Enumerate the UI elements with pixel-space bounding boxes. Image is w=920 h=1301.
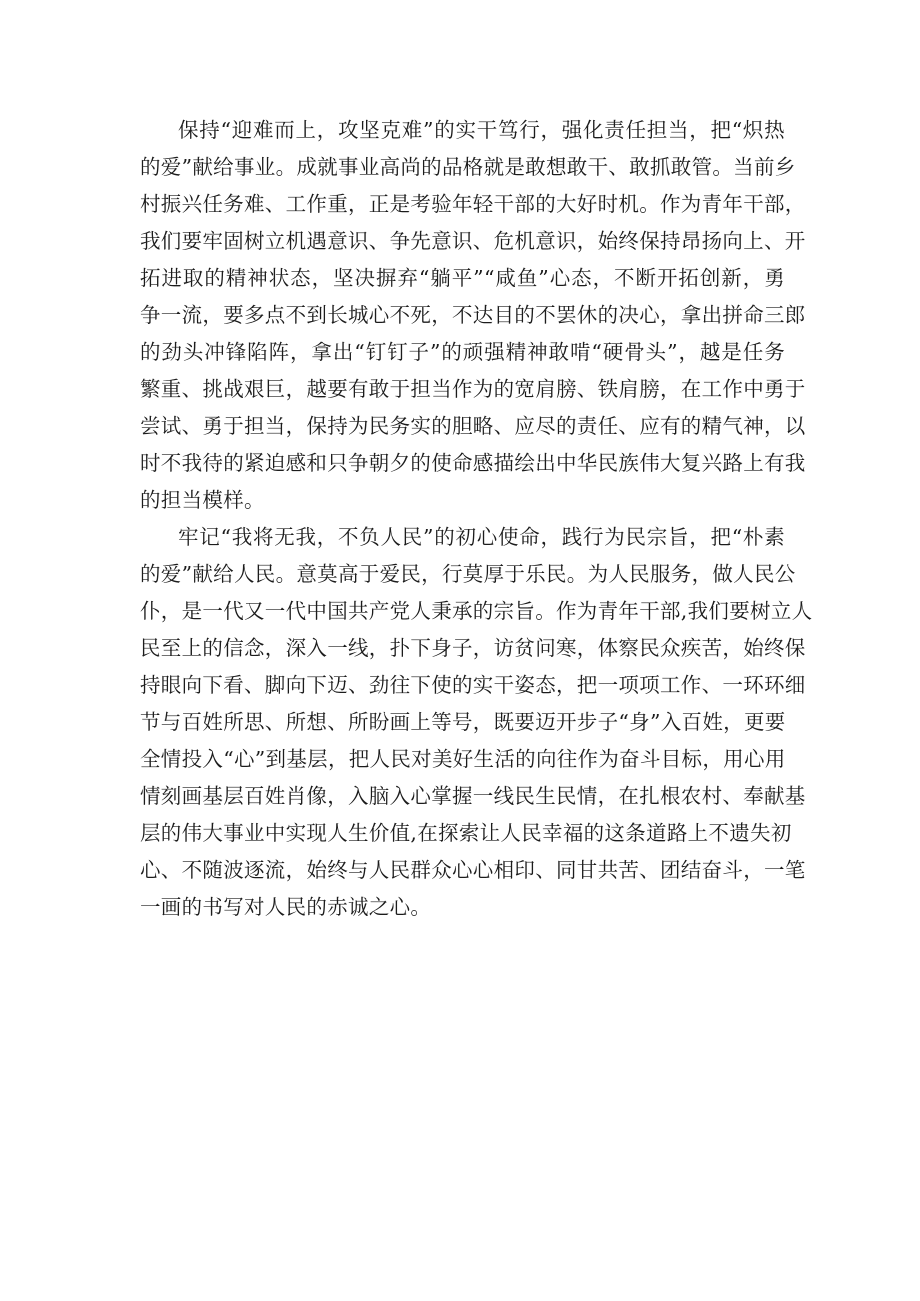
paragraph-2-line: 民至上的信念，深入一线，扑下身子，访贫问寒，体察民众疾苦，始终保 [140, 636, 806, 660]
paragraph-2-line: 心、不随波逐流，始终与人民群众心心相印、同甘共苦、团结奋斗，一笔 [140, 858, 806, 882]
paragraph-1-line: 的爱”献给事业。成就事业高尚的品格就是敢想敢干、敢抓敢管。当前乡 [140, 155, 796, 179]
paragraph-2-line: 持眼向下看、脚向下迈、劲往下使的实干姿态，把一项项工作、一环环细 [140, 673, 806, 697]
paragraph-2-line: 节与百姓所思、所想、所盼画上等号，既要迈开步子“身”入百姓，更要 [140, 710, 786, 734]
paragraph-2-line: 层的伟大事业中实现人生价值,在探索让人民幸福的这条道路上不遗失初 [140, 821, 792, 845]
paragraph-2-line: 情刻画基层百姓肖像，入脑入心掌握一线民生民情，在扎根农村、奉献基 [140, 784, 806, 808]
paragraph-1-line: 繁重、挑战艰巨，越要有敢于担当作为的宽肩膀、铁肩膀，在工作中勇于 [140, 377, 806, 401]
document-body [140, 112, 813, 926]
paragraph-2-line: 仆，是一代又一代中国共产党人秉承的宗旨。作为青年干部,我们要树立人 [140, 599, 813, 623]
paragraph-2-line: 牢记“我将无我，不负人民”的初心使命，践行为民宗旨，把“朴素 [178, 525, 785, 549]
paragraph-1-line: 我们要牢固树立机遇意识、争先意识、危机意识，始终保持昂扬向上、开 [140, 229, 806, 253]
paragraph-2-line: 一画的书写对人民的赤诚之心。 [140, 895, 432, 919]
paragraph-2-line: 全情投入“心”到基层，把人民对美好生活的向往作为奋斗目标，用心用 [140, 747, 786, 771]
paragraph-1-line: 时不我待的紧迫感和只争朝夕的使命感描绘出中华民族伟大复兴路上有我 [140, 451, 806, 475]
paragraph-1-line: 拓进取的精神状态，坚决摒弃“躺平”“咸鱼”心态，不断开拓创新，勇 [140, 266, 785, 290]
paragraph-1-line: 尝试、勇于担当，保持为民务实的胆略、应尽的责任、应有的精气神，以 [140, 414, 806, 438]
paragraph-1-line: 的担当模样。 [140, 488, 265, 512]
paragraph-1-line: 村振兴任务难、工作重，正是考验年轻干部的大好时机。作为青年干部， [140, 192, 806, 216]
paragraph-2-line: 的爱”献给人民。意莫高于爱民，行莫厚于乐民。为人民服务，做人民公 [140, 562, 796, 586]
paragraph-1-line: 的劲头冲锋陷阵，拿出“钉钉子”的顽强精神敢啃“硬骨头”，越是任务 [140, 340, 785, 364]
paragraph-1-line: 争一流，要多点不到长城心不死，不达目的不罢休的决心，拿出拼命三郎 [140, 303, 806, 327]
paragraph-1-line: 保持“迎难而上，攻坚克难”的实干笃行，强化责任担当，把“炽热 [178, 118, 785, 142]
